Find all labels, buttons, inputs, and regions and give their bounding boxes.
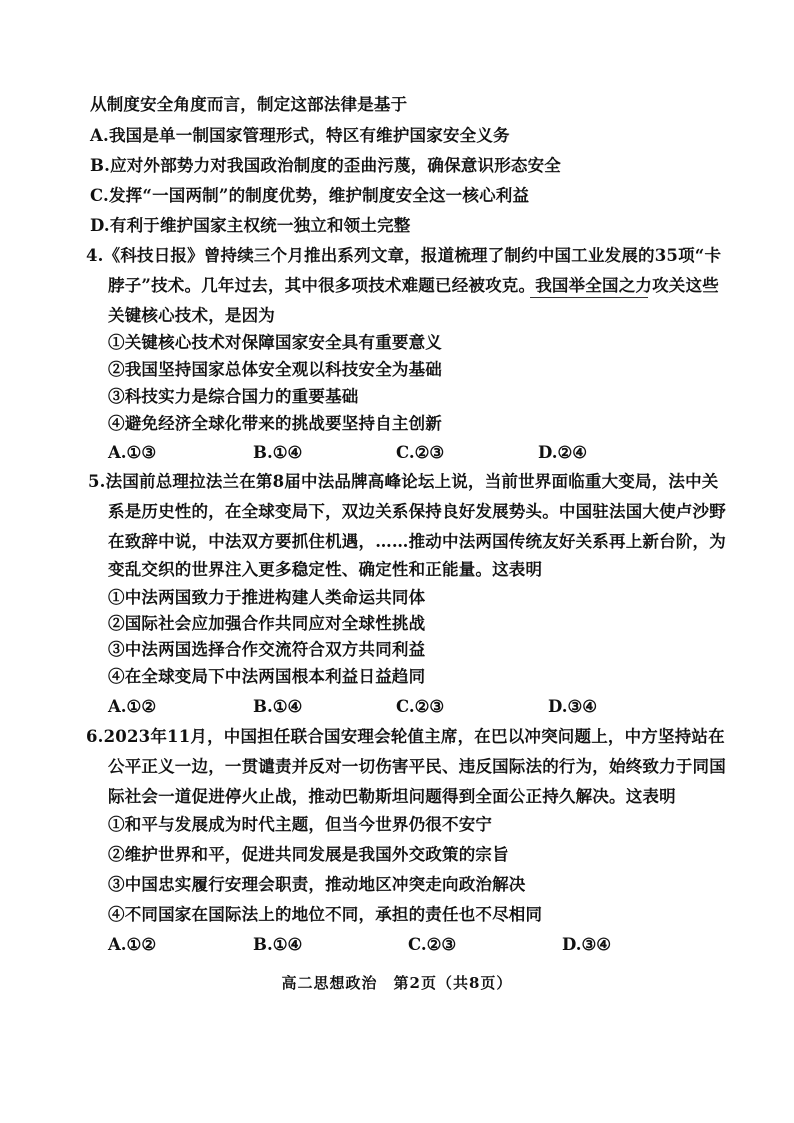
q5-stem-line-1: 5.法国前总理拉法兰在第8届中法品牌高峰论坛上说，当前世界面临重大变局，法中关 [88,472,719,491]
q6-item-2: ②维护世界和平，促进共同发展是我国外交政策的宗旨 [108,845,509,864]
q4-choice-b: B.①④ [253,443,303,462]
q5-item-2: ②国际社会应加强合作共同应对全球性挑战 [108,614,426,633]
q4-item-1: ①关键核心技术对保障国家安全具有重要意义 [108,333,442,352]
q3-option-b: B.应对外部势力对我国政治制度的歪曲污蔑，确保意识形态安全 [90,156,561,175]
q6-stem-line-3: 际社会一道促进停火止战，推动巴勒斯坦问题得到全面公正持久解决。这表明 [108,787,676,806]
q4-choice-d: D.②④ [538,443,588,462]
q5-choice-a: A.①② [108,697,157,716]
q3-option-c: C.发挥“一国两制”的制度优势，维护制度安全这一核心利益 [90,186,530,205]
q5-item-1: ①中法两国致力于推进构建人类命运共同体 [108,588,426,607]
page-footer: 高二思想政治 第2页（共8页） [281,974,513,992]
q6-choice-a: A.①② [108,935,157,954]
q3-stem-tail: 从制度安全角度而言，制定这部法律是基于 [90,95,408,114]
q6-stem-line-2: 公平正义一边，一贯谴责并反对一切伤害平民、违反国际法的行为，始终致力于同国 [108,757,726,776]
handwritten-underline [530,297,648,298]
q3-option-d: D.有利于维护国家主权统一独立和领土完整 [90,216,411,235]
q6-item-4: ④不同国家在国际法上的地位不同，承担的责任也不尽相同 [108,905,543,924]
q5-stem-line-3: 在致辞中说，中法双方要抓住机遇，……推动中法两国传统友好关系再上新台阶，为 [108,532,726,551]
q5-choice-d: D.③④ [548,697,598,716]
q5-item-4: ④在全球变局下中法两国根本利益日益趋同 [108,667,426,686]
q6-choice-c: C.②③ [408,935,457,954]
q5-stem-line-4: 变乱交织的世界注入更多稳定性、确定性和正能量。这表明 [108,560,543,579]
q5-choice-c: C.②③ [396,697,445,716]
q4-item-2: ②我国坚持国家总体安全观以科技安全为基础 [108,360,442,379]
q4-item-4: ④避免经济全球化带来的挑战要坚持自主创新 [108,414,442,433]
q6-choice-b: B.①④ [253,935,303,954]
q4-choice-c: C.②③ [396,443,445,462]
q5-choice-b: B.①④ [253,697,303,716]
q5-stem-line-2: 系是历史性的，在全球变局下，双边关系保持良好发展势头。中国驻法国大使卢沙野 [108,502,726,521]
q3-option-a: A.我国是单一制国家管理形式，特区有维护国家安全义务 [90,126,510,145]
q6-choice-d: D.③④ [562,935,612,954]
q4-stem-line-2: 脖子”技术。几年过去，其中很多项技术难题已经被攻克。我国举全国之力攻关这些 [108,276,719,295]
q4-stem-line-3: 关键核心技术，是因为 [108,306,275,325]
q6-stem-line-1: 6.2023年11月，中国担任联合国安理会轮值主席，在巴以冲突问题上，中方坚持站在 [86,727,725,746]
q6-item-3: ③中国忠实履行安理会职责，推动地区冲突走向政治解决 [108,875,526,894]
q4-item-3: ③科技实力是综合国力的重要基础 [108,387,359,406]
q4-choice-a: A.①③ [108,443,157,462]
q6-item-1: ①和平与发展成为时代主题，但当今世界仍很不安宁 [108,815,493,834]
q4-stem-line-1: 4.《科技日报》曾持续三个月推出系列文章，报道梳理了制约中国工业发展的35项“卡 [86,246,722,265]
q5-item-3: ③中法两国选择合作交流符合双方共同利益 [108,640,426,659]
